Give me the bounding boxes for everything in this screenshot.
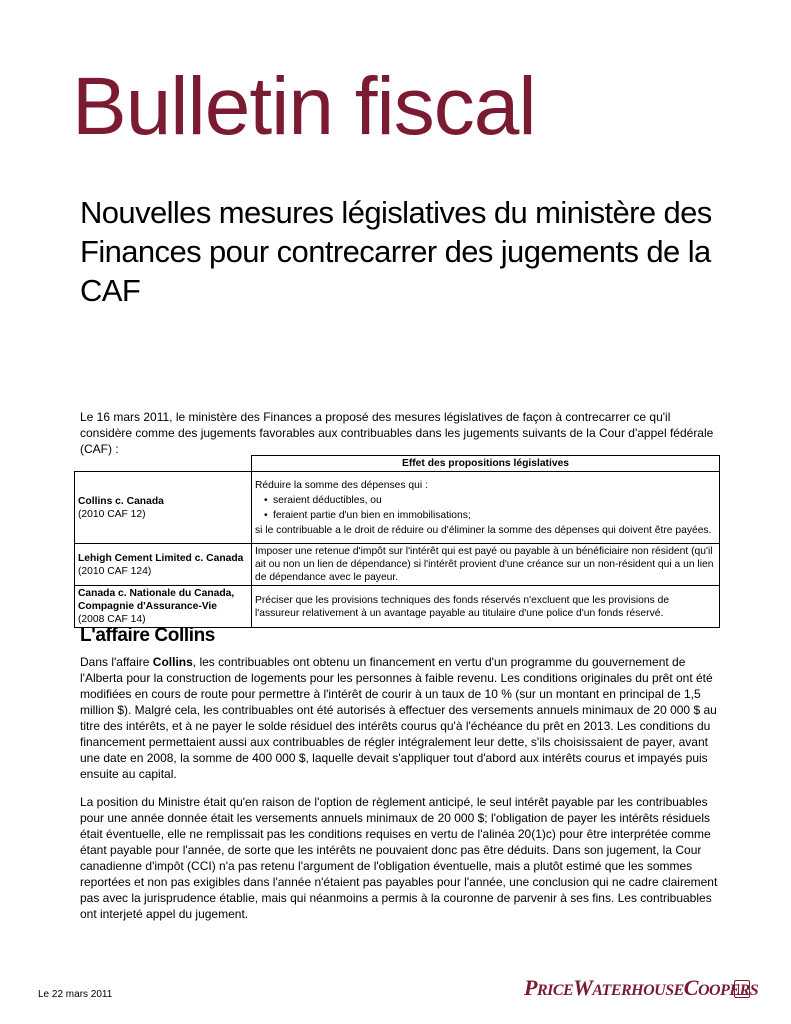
case-citation: (2010 CAF 124) <box>78 565 152 577</box>
list-item: • feraient partie d'un bien en immobilisations; <box>265 509 716 522</box>
case-cell <box>75 544 252 586</box>
logo-letter: W <box>573 975 593 1000</box>
effect-intro: Réduire la somme des dépenses qui : <box>255 479 428 491</box>
case-cell <box>75 586 252 628</box>
effect-bullet-list <box>255 494 716 522</box>
logo-letters: OOPERS <box>697 982 759 999</box>
pwc-logo-mark-icon <box>734 980 750 998</box>
case-citation: (2010 CAF 12) <box>78 508 146 520</box>
paragraph-minister-position: La position du Ministre était qu'en raison de l'option de règlement anticipé, le seul intérêt payable par les contribuables pour une année donnée était les versements annuels minimaux de 20 000 $; l'obligation de payer les intérêts résiduels était éventuelle, elle ne remplissait pas les conditions requises en vertu de l'alinéa 20(1)c) pour être interprétée comme étant payable pour l'année, de sorte que les intérêts ne pouvaient donc pas être déduits. Dans son jugement, la Cour canadienne d'impôt (CCI) n'a pas retenu l'argument de l'obligation éventuelle, mais a plutôt estimé que les sommes reportées et non pas exigibles dans l'année n'étaient pas payables pour l'année, une conclusion qui ne cadre clairement pas avec la jurisprudence établie, mais qui néanmoins a permis à la couronne de parvenir à ses fins. Les contribuables ont interjeté appel du jugement. <box>80 795 718 921</box>
case-name-inline: Collins <box>152 655 193 669</box>
logo-letter: C <box>683 975 698 1000</box>
case-name: Canada c. Nationale du Canada, Compagnie d'Assurance-Vie <box>78 588 235 612</box>
pwc-logo <box>524 975 758 1001</box>
article-headline: Nouvelles mesures législatives du ministère des Finances pour contrecarrer des jugements de la CAF <box>80 195 712 308</box>
effect-cell: Préciser que les provisions techniques des fonds réservés n'excluent que les provisions de l'assureur relativement à un avantage payable au titulaire d'une police d'un fonds réservé. <box>252 586 720 628</box>
table-header-row <box>75 456 720 472</box>
effects-table <box>74 455 720 628</box>
effect-outro: si le contribuable a le droit de réduire ou d'éliminer la somme des dépenses qui doivent être payées. <box>255 524 712 536</box>
case-name: Collins c. Canada <box>78 495 164 507</box>
effect-cell: Imposer une retenue d'impôt sur l'intérêt qui est payé ou payable à un bénéficiaire non résident (qu'il ait ou non un lien de dépendance) si l'intérêt provient d'une créance sur un non-résident qui a un lien de dépendance avec le payeur. <box>252 544 720 586</box>
logo-letters: ATERHOUSE <box>592 982 684 999</box>
table-row <box>75 544 720 586</box>
table-row <box>75 472 720 544</box>
case-citation: (2008 CAF 14) <box>78 614 146 625</box>
paragraph-text: , les contribuables ont obtenu un financement en vertu d'un programme du gouvernement de l'Alberta pour la construction de logements pour les personnes à faible revenu. Les conditions originales du prêt ont été modifiées en cours de route pour permettre à l'intérêt de courir à un taux de 10 % (sur un montant en principal de 1,5 million $). Malgré cela, les contribuables ont été autorisés à effectuer des versements annuels minimaux de 20 000 $ au titre des intérêts, et à ne payer le solde résiduel des intérêts courus qu'à l'échéance du prêt en 2013. Les conditions du financement permettaient aussi aux contribuables de régler intégralement leur dette, s'ils choisissaient de payer, avant une date en 2008, la somme de 400 000 $, laquelle devait s'appliquer tout d'abord aux intérêts courus et impayés puis ensuite au capital. <box>80 655 717 781</box>
table-row <box>75 586 720 628</box>
list-item: • seraient déductibles, ou <box>265 494 716 507</box>
logo-letter: P <box>524 975 537 1000</box>
intro-paragraph: Le 16 mars 2011, le ministère des Finances a proposé des mesures législatives de façon à contrecarrer ce qu'il considère comme des jugements favorables aux contribuables dans les jugements suivants de la Cour d'appel fédérale (CAF) : <box>80 410 714 456</box>
paragraph-text: Dans l'affaire <box>80 655 153 669</box>
bulletin-masthead: Bulletin fiscal <box>72 61 536 152</box>
effect-cell <box>252 472 720 544</box>
logo-letters: RICE <box>536 982 574 999</box>
section-title: L'affaire Collins <box>80 625 215 646</box>
table-header-effects: Effet des propositions législatives <box>252 456 720 472</box>
footer-date: Le 22 mars 2011 <box>38 989 113 1000</box>
table-header-blank <box>75 456 252 472</box>
case-name: Lehigh Cement Limited c. Canada <box>78 552 244 564</box>
case-cell <box>75 472 252 544</box>
paragraph-collins-facts <box>80 654 720 782</box>
